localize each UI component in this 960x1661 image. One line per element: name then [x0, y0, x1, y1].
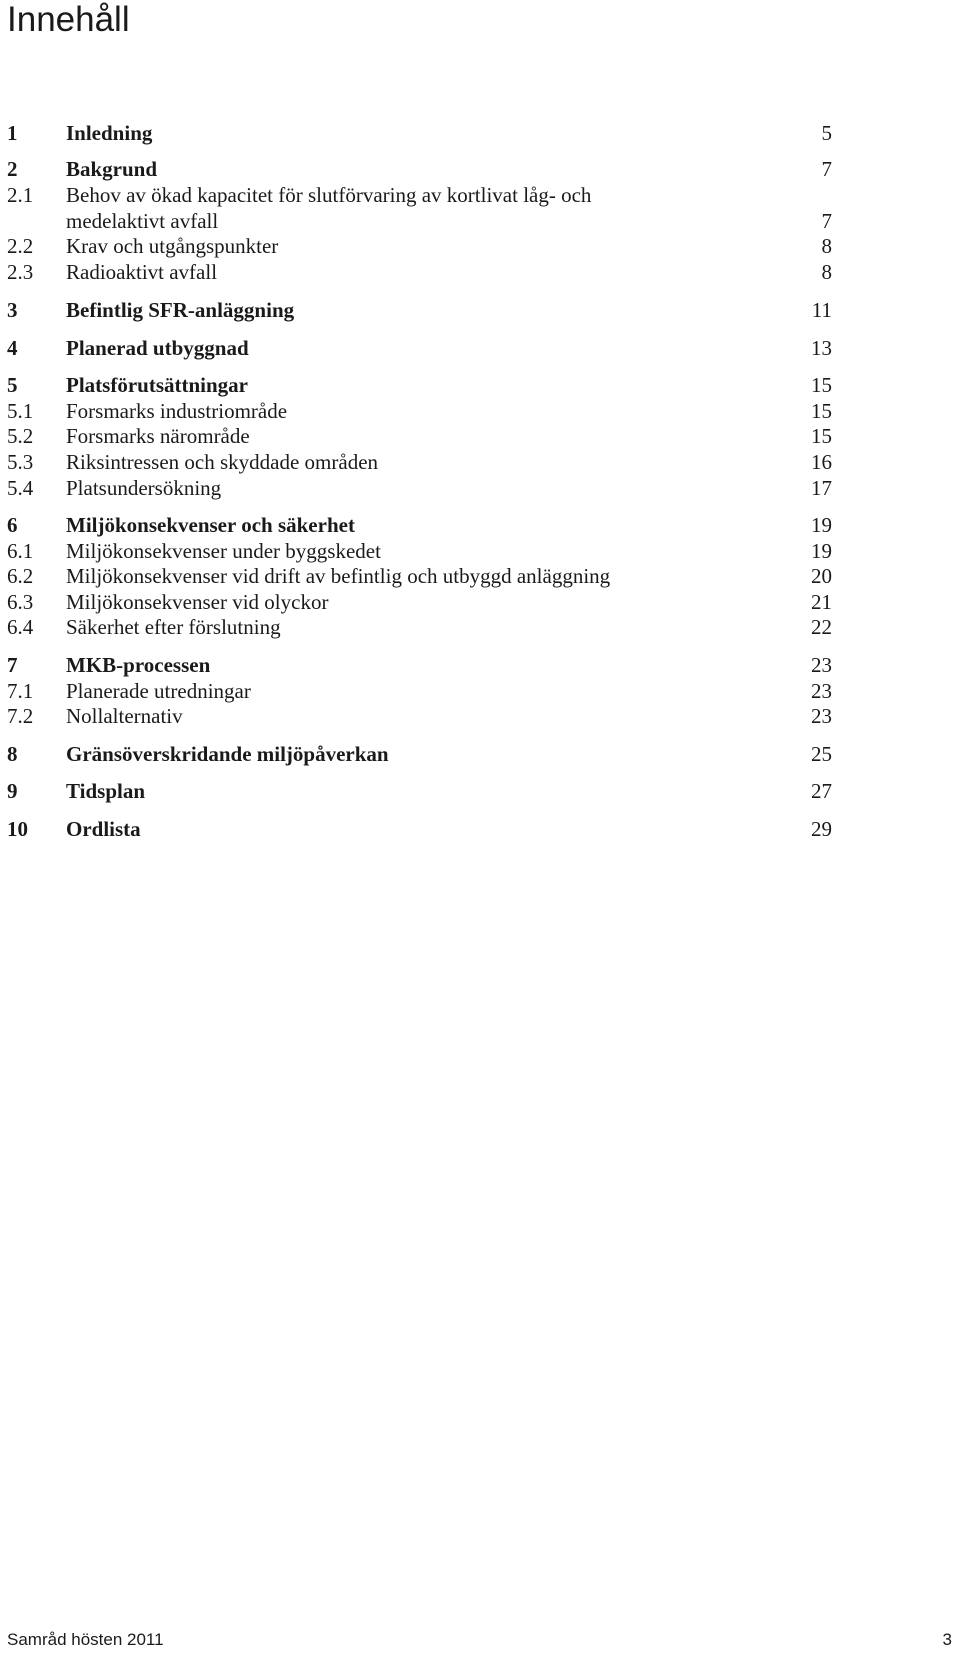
toc-entry-number: 2.1: [7, 183, 34, 207]
toc-entry-page: 20: [811, 564, 832, 588]
toc-entry-number: 5.3: [7, 450, 34, 474]
toc-entry-title: Riksintressen och skyddade områden: [66, 450, 379, 474]
toc-entry-title: Miljökonsekvenser under byggskedet: [66, 539, 381, 563]
footer-label: Samråd hösten 2011: [7, 1630, 164, 1649]
toc-entry-number: 7.1: [7, 679, 34, 703]
toc-entry-number: 9: [7, 779, 18, 803]
toc-entry-page: 7: [821, 209, 832, 233]
toc-entry-page: 23: [811, 704, 832, 728]
toc-entry-page: 15: [811, 373, 832, 397]
toc-entry-number: 2: [7, 157, 18, 181]
toc-entry-number: 1: [7, 121, 18, 145]
toc-entry-title: Krav och utgångspunkter: [66, 234, 279, 258]
toc-entry-number: 6.1: [7, 539, 34, 563]
toc-entry-title: Behov av ökad kapacitet för slutförvaring av kortlivat låg- och: [66, 183, 592, 207]
toc-entry-page: 16: [811, 450, 832, 474]
toc-entry-number: 5.1: [7, 399, 34, 423]
toc-entry-title: Radioaktivt avfall: [66, 260, 218, 284]
toc-entry-number: 6: [7, 513, 18, 537]
toc-entry-title: Miljökonsekvenser vid drift av befintlig och utbyggd anläggning: [66, 564, 611, 588]
toc-entry-title: Platsundersökning: [66, 476, 222, 500]
toc-entry-page: 5: [821, 121, 832, 145]
toc-entry-title: Säkerhet efter förslutning: [66, 615, 281, 639]
toc-entry-title: Bakgrund: [66, 157, 158, 181]
toc-entry-title: medelaktivt avfall: [66, 209, 219, 233]
toc-entry-title: Ordlista: [66, 817, 141, 841]
toc-entry-page: 11: [811, 298, 832, 322]
toc-entry-page: 7: [821, 157, 832, 181]
toc-entry-page: 25: [811, 742, 832, 766]
toc-entry-page: 15: [811, 399, 832, 423]
toc-entry-number: 4: [7, 336, 18, 360]
toc-entry-title: Forsmarks närområde: [66, 424, 250, 448]
toc-entry-number: 7: [7, 653, 18, 677]
toc-entry-page: 15: [811, 424, 832, 448]
page-number: 3: [942, 1630, 952, 1649]
toc-entry-page: 13: [811, 336, 832, 360]
toc-entry-title: Gränsöverskridande miljöpåverkan: [66, 742, 389, 766]
toc-entry-page: 21: [811, 590, 832, 614]
toc-entry-page: 22: [811, 615, 832, 639]
toc-entry-number: 2.2: [7, 234, 34, 258]
toc-entry-number: 5.4: [7, 476, 34, 500]
toc-entry-number: 2.3: [7, 260, 34, 284]
toc-entry-title: Planerade utredningar: [66, 679, 251, 703]
toc-entry-title: Tidsplan: [66, 779, 146, 803]
toc-entry-number: 6.4: [7, 615, 34, 639]
toc-entry-title: Miljökonsekvenser vid olyckor: [66, 590, 329, 614]
toc-entry-page: 19: [811, 539, 832, 563]
toc-entry-title: Befintlig SFR-anläggning: [66, 298, 295, 322]
toc-entry-page: 8: [821, 234, 832, 258]
toc-entry-page: 23: [811, 679, 832, 703]
toc-entry-page: 17: [811, 476, 832, 500]
toc-entry-page: 27: [811, 779, 832, 803]
toc-entry-number: 5: [7, 373, 18, 397]
toc-entry-page: 19: [811, 513, 832, 537]
toc-entry-title: Inledning: [66, 121, 153, 145]
toc-entry-title: MKB-processen: [66, 653, 211, 677]
toc-entry-number: 6.2: [7, 564, 34, 588]
toc-entry-number: 8: [7, 742, 18, 766]
toc-entry-title: Platsförutsättningar: [66, 373, 248, 397]
toc-entry-title: Nollalternativ: [66, 704, 183, 728]
page-title: Innehåll: [7, 0, 130, 39]
toc-entry-title: Planerad utbyggnad: [66, 336, 249, 360]
toc-entry-number: 5.2: [7, 424, 34, 448]
toc-entry-page: 29: [811, 817, 832, 841]
toc-entry-number: 7.2: [7, 704, 34, 728]
toc-entry-page: 23: [811, 653, 832, 677]
toc-entry-number: 6.3: [7, 590, 34, 614]
toc-entry-page: 8: [821, 260, 832, 284]
toc-entry-title: Miljökonsekvenser och säkerhet: [66, 513, 355, 537]
toc-entry-title: Forsmarks industriområde: [66, 399, 288, 423]
toc-entry-number: 10: [7, 817, 28, 841]
toc-entry-number: 3: [7, 298, 18, 322]
